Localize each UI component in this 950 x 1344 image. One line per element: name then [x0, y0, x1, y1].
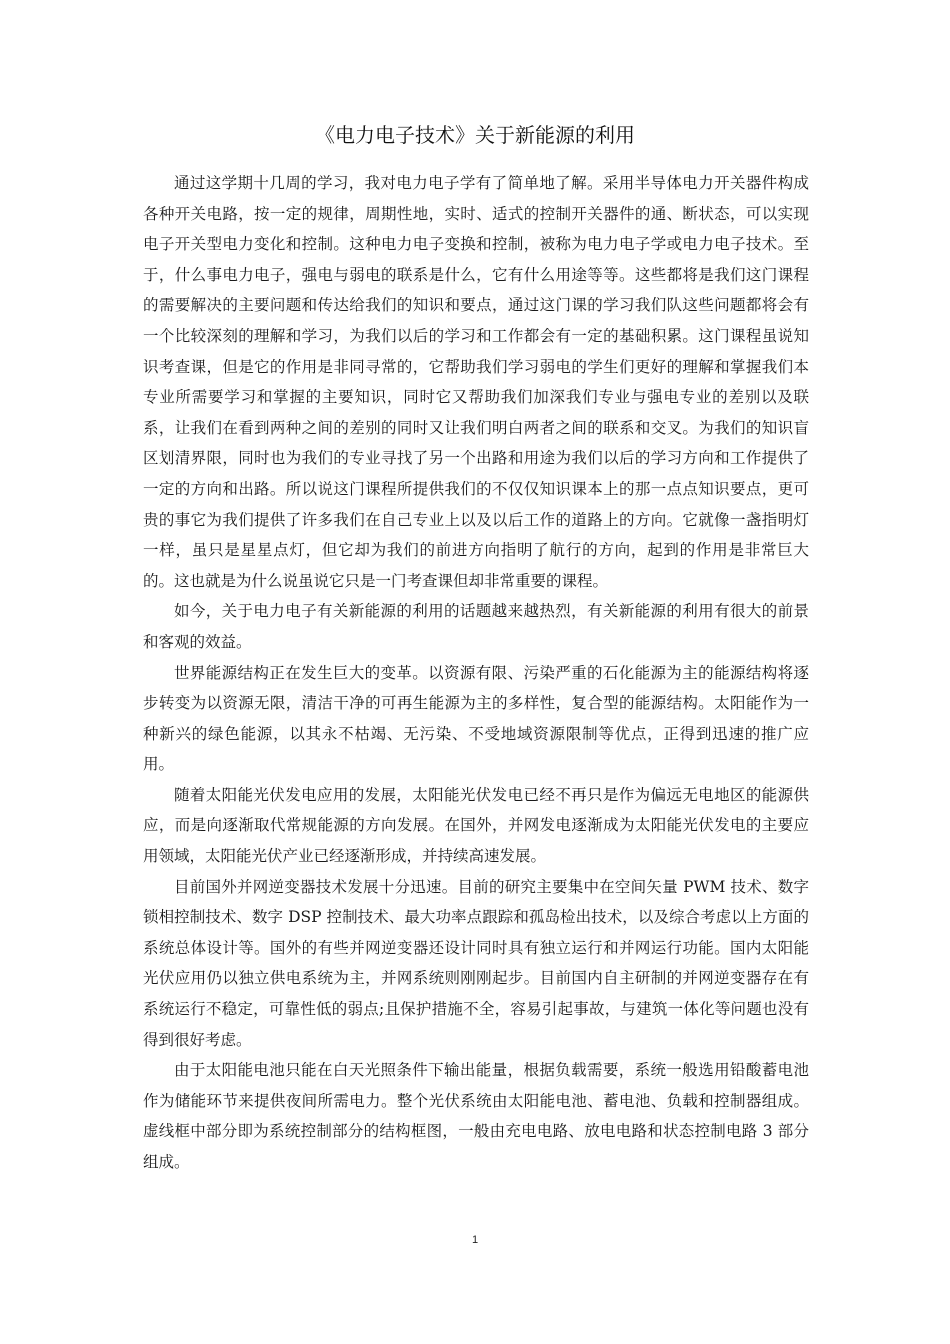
paragraph-photovoltaic: 随着太阳能光伏发电应用的发展，太阳能光伏发电已经不再只是作为偏远无电地区的能源供应，而是向逐渐取代常规能源的方向发展。在国外，并网发电逐渐成为太阳能光伏发电的主要应用领域，太阳能光伏产业已经逐渐形成，并持续高速发展。: [143, 785, 809, 866]
page-number: 1: [471, 1234, 479, 1246]
paragraph-intro: 通过这学期十几周的学习，我对电力电子学有了简单地了解。采用半导体电力开关器件构成各种开关电路，按一定的规律，周期性地，实时、适式的控制开关器件的通、断状态，可以实现电子开关型电力变化和控制。这种电力电子变换和控制，被称为电力电子学或电力电子技术。至于，什么事电力电子，强电与弱电的联系是什么，它有什么用途等等。这些都将是我们这门课程的需要解决的主要问题和传达给我们的知识和要点，通过这门课的学习我们队这些问题都将会有一个比较深刻的理解和学习，为我们以后的学习和工作都会有一定的基础积累。这门课程虽说知识考查课，但是它的作用是非同寻常的，它帮助我们学习弱电的学生们更好的理解和掌握我们本专业所需要学习和掌握的主要知识，同时它又帮助我们加深我们专业与强电专业的差别以及联系，让我们在看到两种之间的差别的同时又让我们明白两者之间的联系和交叉。为我们的知识盲区划清界限，同时也为我们的专业寻找了另一个出路和用途为我们以后的学习方向和工作提供了一定的方向和出路。所以说这门课程所提供我们的不仅仅知识课本上的那一点点知识要点，更可贵的事它为我们提供了许多我们在自己专业上以及以后工作的道路上的方向。它就像一盏指明灯一样，虽只是星星点灯，但它却为我们的前进方向指明了航行的方向，起到的作用是非常巨大的。这也就是为什么说虽说它只是一门考查课但却非常重要的课程。: [143, 174, 809, 590]
paragraph-new-energy: 如今，关于电力电子有关新能源的利用的话题越来越热烈，有关新能源的利用有很大的前景和客观的效益。: [143, 602, 809, 651]
document-body: [143, 168, 809, 1178]
document-title: 《电力电子技术》关于新能源的利用: [315, 123, 635, 147]
paragraph-inverter: 目前国外并网逆变器技术发展十分迅速。目前的研究主要集中在空间矢量 PWM 技术、数字锁相控制技术、数字 DSP 控制技术、最大功率点跟踪和孤岛检出技术，以及综合考虑以上方面的系统总体设计等。国外的有些并网逆变器还设计同时具有独立运行和并网运行功能。国内太阳能光伏应用仍以独立供电系统为主，并网系统则刚刚起步。目前国内自主研制的并网逆变器存在有系统运行不稳定，可靠性低的弱点;且保护措施不全，容易引起事故，与建筑一体化等问题也没有得到很好考虑。: [143, 877, 809, 1049]
paragraph-battery-system: 由于太阳能电池只能在白天光照条件下输出能量，根据负载需要，系统一般选用铅酸蓄电池作为储能环节来提供夜间所需电力。整个光伏系统由太阳能电池、蓄电池、负载和控制器组成。虚线框中部分即为系统控制部分的结构框图，一般由充电电路、放电电路和状态控制电路 3 部分组成。: [143, 1061, 809, 1171]
paragraph-energy-structure: 世界能源结构正在发生巨大的变革。以资源有限、污染严重的石化能源为主的能源结构将逐步转变为以资源无限，清洁干净的可再生能源为主的多样性，复合型的能源结构。太阳能作为一种新兴的绿色能源，以其永不枯竭、无污染、不受地域资源限制等优点，正得到迅速的推广应用。: [143, 663, 809, 774]
